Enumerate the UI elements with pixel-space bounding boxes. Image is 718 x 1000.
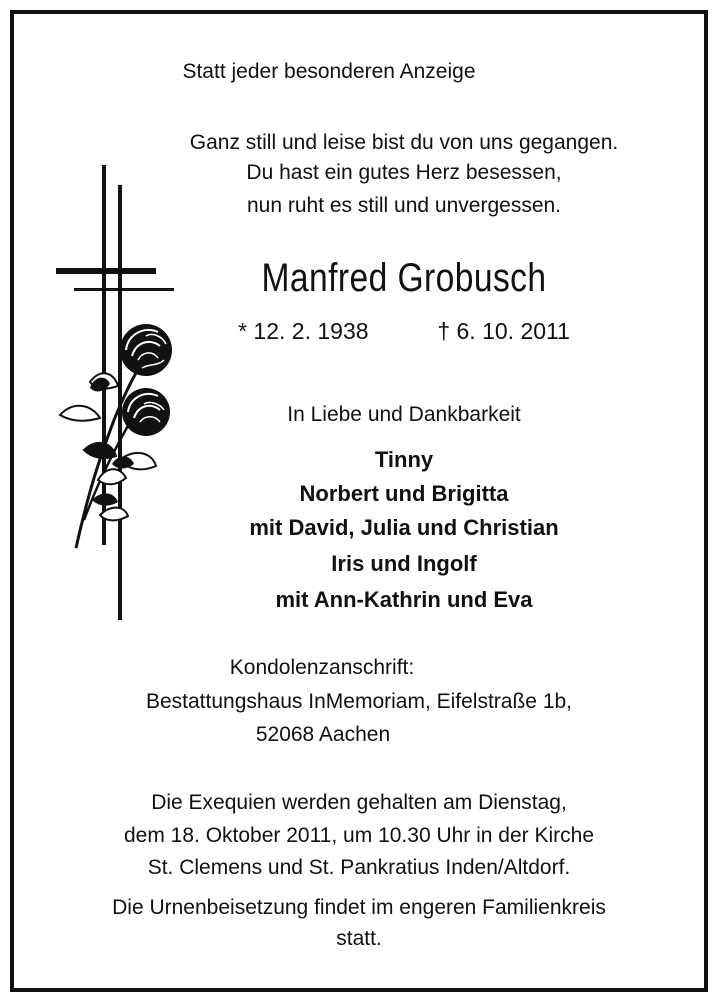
verse-line: nun ruht es still und unvergessen. bbox=[246, 194, 562, 217]
verse-line: Ganz still und leise bist du von uns gegangen. bbox=[189, 131, 619, 154]
mourner-line: Iris und Ingolf bbox=[331, 551, 477, 576]
burial-line: Die Urnenbeisetzung findet im engeren Familienkreis bbox=[112, 896, 606, 919]
header-text: Statt jeder besonderen Anzeige bbox=[182, 60, 476, 83]
death-date: † 6. 10. 2011 bbox=[437, 318, 570, 344]
mourners-intro: In Liebe und Dankbarkeit bbox=[287, 403, 521, 426]
birth-date: * 12. 2. 1938 bbox=[238, 318, 369, 344]
service-line: St. Clemens und St. Pankratius Inden/Altdorf. bbox=[147, 856, 571, 879]
condolence-heading: Kondolenzanschrift: bbox=[229, 656, 415, 679]
life-dates bbox=[90, 318, 718, 345]
mourner-line: mit David, Julia und Christian bbox=[249, 515, 559, 540]
verse-line: Du hast ein gutes Herz besessen, bbox=[246, 161, 562, 184]
mourner-line: mit Ann-Kathrin und Eva bbox=[275, 587, 533, 612]
condolence-city: 52068 Aachen bbox=[255, 723, 391, 746]
service-line: dem 18. Oktober 2011, um 10.30 Uhr in der Kirche bbox=[123, 824, 595, 847]
mourner-line: Norbert und Brigitta bbox=[299, 481, 509, 506]
mourner-line: Tinny bbox=[374, 447, 434, 472]
deceased-name: Manfred Grobusch bbox=[261, 256, 547, 300]
burial-line: statt. bbox=[336, 927, 382, 950]
service-line: Die Exequien werden gehalten am Dienstag, bbox=[151, 791, 567, 814]
condolence-address: Bestattungshaus InMemoriam, Eifelstraße 1b, bbox=[145, 690, 573, 713]
